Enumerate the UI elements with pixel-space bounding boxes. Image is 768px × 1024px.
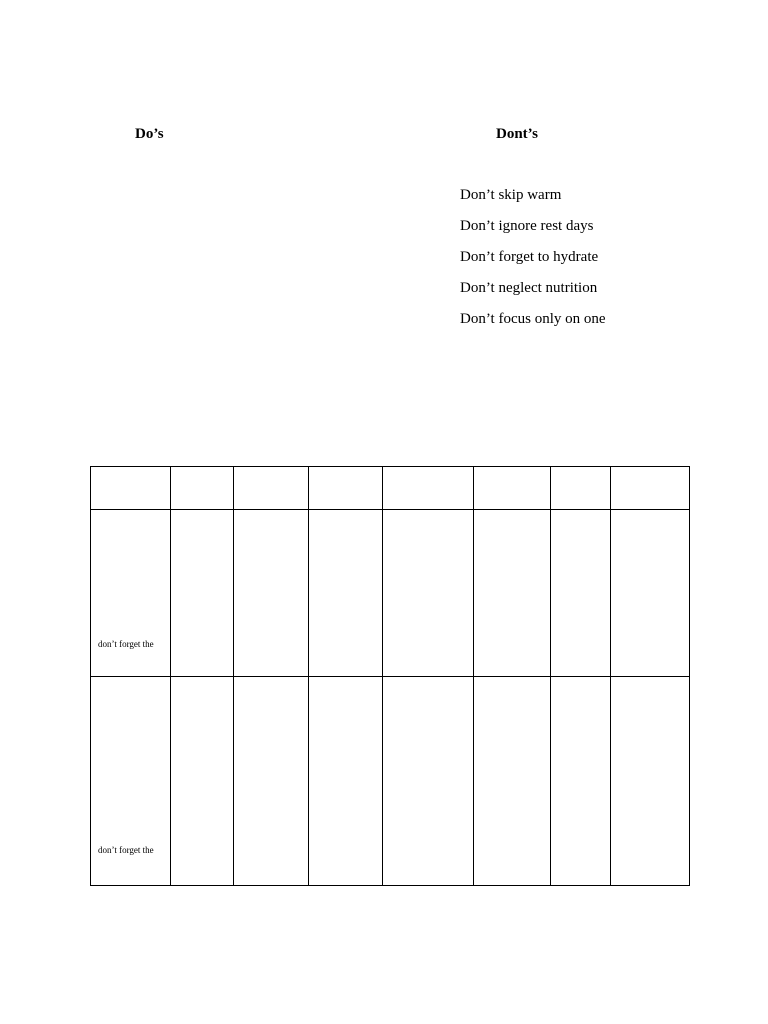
table-cell	[309, 467, 383, 510]
table-cell	[551, 677, 611, 886]
dos-heading: Do’s	[135, 126, 164, 142]
table-cell	[611, 677, 690, 886]
table-cell	[474, 467, 551, 510]
donts-item: Don’t focus only on one	[460, 311, 606, 327]
table-cell	[171, 510, 234, 677]
donts-item: Don’t forget to hydrate	[460, 249, 599, 265]
table-cell	[551, 467, 611, 510]
table-cell	[611, 467, 690, 510]
cell-note: don’t forget the	[98, 639, 154, 649]
donts-list	[460, 186, 606, 341]
table-cell	[234, 510, 309, 677]
table-cell	[309, 510, 383, 677]
table-row	[91, 467, 690, 510]
donts-item: Don’t neglect nutrition	[460, 280, 598, 296]
table-cell	[474, 677, 551, 886]
donts-heading: Dont’s	[496, 126, 538, 142]
table-row	[91, 677, 690, 886]
donts-item: Don’t skip warm	[460, 187, 562, 203]
table-cell	[171, 677, 234, 886]
table-cell	[234, 467, 309, 510]
table-cell	[383, 467, 474, 510]
table-cell	[234, 677, 309, 886]
table-cell	[383, 677, 474, 886]
table-cell	[91, 510, 171, 677]
table-cell	[383, 510, 474, 677]
table-cell	[309, 677, 383, 886]
table-cell	[91, 467, 171, 510]
table-cell	[551, 510, 611, 677]
grid-table	[90, 466, 690, 886]
table-row	[91, 510, 690, 677]
donts-item: Don’t ignore rest days	[460, 218, 594, 234]
cell-note: don’t forget the	[98, 845, 154, 855]
table-cell	[171, 467, 234, 510]
table-cell	[611, 510, 690, 677]
table-cell	[91, 677, 171, 886]
table-cell	[474, 510, 551, 677]
